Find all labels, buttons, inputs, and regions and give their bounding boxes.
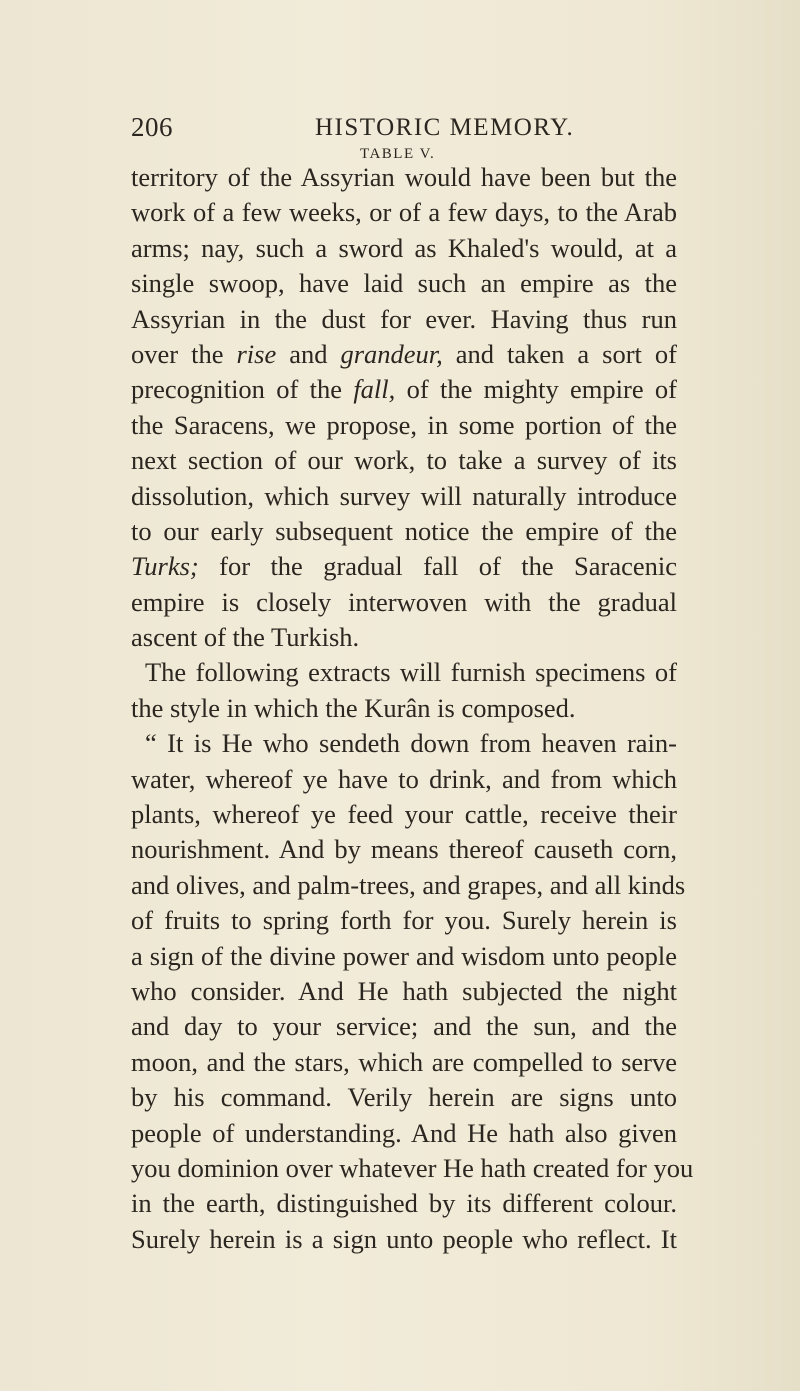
text-line — [131, 337, 677, 372]
text-line: Assyrian in the dust for ever. Having thus run — [131, 303, 677, 334]
text-line: plants, whereof ye feed your cattle, receive their — [131, 799, 677, 830]
text-line: and day to your service; and the sun, and the — [131, 1011, 677, 1042]
text-line: single swoop, have laid such an empire as the — [131, 268, 677, 299]
text-run: of the mighty empire of — [395, 374, 677, 405]
text-line: ascent of the Turkish. — [131, 622, 360, 653]
table-label: TABLE V. — [360, 146, 436, 162]
text-line: “ It is He who sendeth down from heaven rain- — [145, 728, 677, 759]
text-line: of fruits to spring forth for you. Surely herein is — [131, 905, 677, 936]
text-run: for the gradual fall of the Saracenic — [198, 551, 677, 582]
text-line: empire is closely interwoven with the gradual — [131, 586, 677, 617]
text-line — [131, 372, 677, 407]
italic-word: fall, — [353, 374, 396, 405]
text-line: The following extracts will furnish specimens of — [145, 657, 677, 688]
text-line: a sign of the divine power and wisdom unto people — [131, 940, 677, 971]
italic-word: Turks; — [131, 551, 199, 582]
text-run: over the — [131, 338, 237, 369]
text-line: who consider. And He hath subjected the night — [131, 975, 677, 1006]
text-line: and olives, and palm-trees, and grapes, and all kinds — [131, 869, 686, 900]
text-line: people of understanding. And He hath also given — [131, 1117, 677, 1148]
text-line: by his command. Verily herein are signs unto — [131, 1082, 677, 1113]
text-line: the style in which the Kurân is composed. — [131, 692, 576, 723]
running-head: HISTORIC MEMORY. — [315, 114, 575, 141]
page-number: 206 — [131, 112, 173, 142]
text-line: to our early subsequent notice the empire of the — [131, 515, 677, 546]
body-text — [131, 160, 694, 1257]
italic-word: rise — [236, 338, 277, 369]
italic-word: grandeur, — [340, 338, 443, 369]
text-line: nourishment. And by means thereof causeth corn, — [131, 834, 677, 865]
text-line: the Saracens, we propose, in some portion of the — [131, 409, 677, 440]
text-line: territory of the Assyrian would have been but the — [131, 162, 677, 192]
text-run: and taken a sort of — [442, 338, 677, 369]
text-line: work of a few weeks, or of a few days, to the Arab — [131, 197, 677, 228]
text-line: arms; nay, such a sword as Khaled's would, at a — [131, 232, 677, 263]
text-line: you dominion over whatever He hath created for you — [131, 1152, 694, 1183]
text-line: moon, and the stars, which are compelled to serve — [131, 1046, 677, 1077]
text-line: Surely herein is a sign unto people who reflect. It — [131, 1223, 677, 1254]
text-line: in the earth, distinguished by its different colour. — [131, 1188, 677, 1219]
text-line: water, whereof ye have to drink, and from which — [131, 763, 677, 794]
text-run: and — [276, 338, 341, 369]
text-run: precognition of the — [131, 374, 354, 405]
text-line: dissolution, which survey will naturally introduce — [131, 480, 677, 511]
text-line — [131, 549, 677, 584]
text-line: next section of our work, to take a survey of its — [131, 445, 677, 476]
